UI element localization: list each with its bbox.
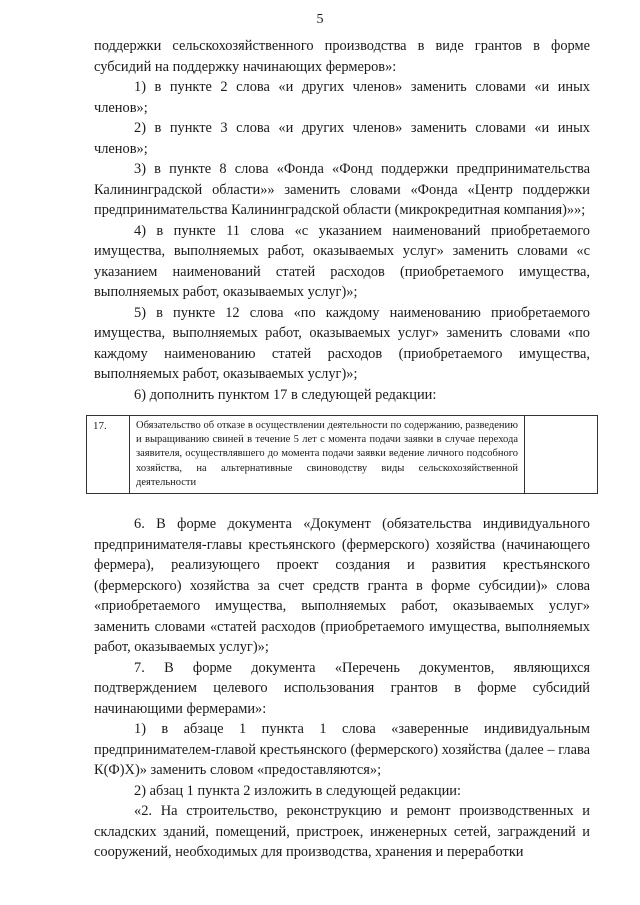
table-cell-number: 17. xyxy=(87,416,130,494)
table-cell-text: Обязательство об отказе в осуществлении деятельности по содержанию, разведению и выращиванию свиней в течение 5 лет с момента подачи заявки в случае перехода заявителя, осуществлявшего до момента подачи заявки ведение личного подсобного хозяйства, на альтернативные свиноводству виды сельскохозяйственной деятельности xyxy=(130,416,525,494)
paragraph: 6. В форме документа «Документ (обязательства индивидуального предпринимателя-главы крестьянского (фермерского) хозяйства (начинающего фермера), реализующего проект создания и развития крестьянского (фермерского) хозяйства за счет средств гранта в форме субсидии)» слова «приобретаемого имущества, выполняемых работ, оказываемых услуг» заменить словами «статей расходов (приобретаемого имущества, выполняемых работ, оказываемых услуг)»; xyxy=(94,516,590,656)
paragraph: 1) в абзаце 1 пункта 1 слова «заверенные индивидуальным предпринимателем-главой крестьянского (фермерского) хозяйства (далее – глава К(Ф)Х)» заменить словом «предоставляются»; xyxy=(94,721,590,779)
document-body xyxy=(94,36,590,863)
table-cell-empty xyxy=(525,416,598,494)
paragraph: поддержки сельскохозяйственного производства в виде грантов в форме субсидий на поддержку начинающих фермеров»: xyxy=(94,38,590,75)
amendment-table xyxy=(86,415,598,494)
page-number: 5 xyxy=(316,12,324,27)
paragraph: 7. В форме документа «Перечень документов, являющихся подтверждением целевого использования грантов в форме субсидий начинающими фермерами»: xyxy=(94,659,590,717)
paragraph: 5) в пункте 12 слова «по каждому наименованию приобретаемого имущества, выполняемых работ, оказываемых услуг» заменить словами «по каждому наименованию статей расходов (приобретаемого имущества, выполняемых работ, оказываемых услуг)»; xyxy=(94,304,590,382)
paragraph: 2) в пункте 3 слова «и других членов» заменить словами «и иных членов»; xyxy=(94,120,590,157)
paragraph: 1) в пункте 2 слова «и других членов» заменить словами «и иных членов»; xyxy=(94,79,590,116)
paragraph: 6) дополнить пунктом 17 в следующей редакции: xyxy=(134,386,437,403)
table-row xyxy=(87,416,598,494)
paragraph: 3) в пункте 8 слова «Фонда «Фонд поддержки предпринимательства Калининградской области»» заменить словами «Фонда «Центр поддержки предпринимательства Калининградской области (микрокредитная компания)»»; xyxy=(94,161,590,218)
paragraph: 4) в пункте 11 слова «с указанием наименований приобретаемого имущества, выполняемых работ, оказываемых услуг» заменить словами «с указанием наименований статей расходов (приобретаемого имущества, выполняемых работ, оказываемых услуг)»; xyxy=(94,222,590,300)
paragraph: «2. На строительство, реконструкцию и ремонт производственных и складских зданий, помещений, пристроек, инженерных сетей, заграждений и сооружений, необходимых для производства, хранения и переработки xyxy=(94,803,590,861)
paragraph: 2) абзац 1 пункта 2 изложить в следующей редакции: xyxy=(134,782,461,799)
